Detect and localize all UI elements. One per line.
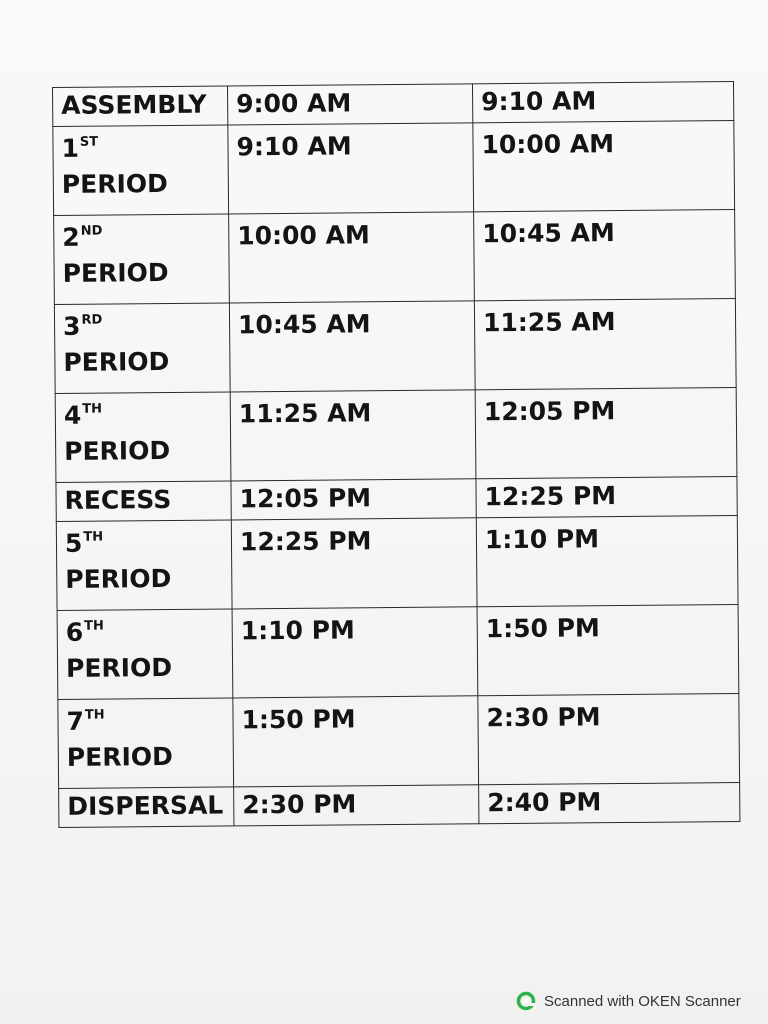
end-time: 9:10 AM	[472, 82, 733, 123]
end-time: 1:50 PM	[477, 605, 739, 696]
row-label	[54, 303, 230, 394]
period-ordinal	[64, 393, 222, 434]
end-time: 2:30 PM	[478, 694, 740, 785]
period-word: PERIOD	[64, 435, 171, 466]
ordinal-suffix: RD	[81, 312, 103, 328]
period-word: PERIOD	[61, 168, 168, 199]
row-label: DISPERSAL	[59, 787, 234, 828]
end-time: 1:10 PM	[476, 516, 738, 607]
scanner-watermark	[516, 990, 741, 1012]
start-time: 1:10 PM	[232, 607, 478, 698]
period-number: 2	[62, 222, 80, 252]
start-time: 1:50 PM	[233, 696, 479, 787]
period-number: 7	[66, 706, 85, 736]
ordinal-suffix: TH	[84, 618, 104, 634]
row-label	[56, 520, 232, 611]
start-time: 9:00 AM	[227, 84, 472, 125]
period-number: 5	[64, 528, 83, 558]
end-time: 11:25 AM	[474, 299, 736, 390]
table-row	[54, 299, 736, 394]
table-row	[56, 477, 737, 522]
row-label	[57, 609, 233, 700]
row-label	[53, 125, 229, 216]
start-time: 9:10 AM	[228, 123, 474, 214]
end-time: 10:45 AM	[474, 210, 736, 301]
period-ordinal	[61, 126, 219, 167]
ordinal-suffix: ST	[79, 134, 99, 150]
start-time: 11:25 AM	[230, 390, 476, 481]
row-label	[54, 214, 230, 305]
period-word: PERIOD	[62, 257, 169, 288]
table-row	[57, 605, 739, 700]
start-time: 12:05 PM	[231, 479, 476, 520]
table-row	[59, 783, 740, 828]
watermark-text: Scanned with OKEN Scanner	[544, 992, 741, 1010]
end-time: 10:00 AM	[473, 121, 735, 212]
start-time: 12:25 PM	[231, 518, 477, 609]
start-time: 10:45 AM	[229, 301, 475, 392]
start-time: 2:30 PM	[234, 785, 479, 826]
end-time: 2:40 PM	[479, 783, 740, 824]
row-label: ASSEMBLY	[53, 86, 228, 127]
period-ordinal	[65, 521, 223, 562]
period-number: 3	[62, 311, 81, 341]
period-ordinal	[62, 215, 220, 256]
row-label	[58, 698, 234, 789]
period-ordinal	[63, 304, 221, 345]
period-word: PERIOD	[66, 741, 173, 772]
table-row	[53, 82, 734, 127]
table-row	[55, 388, 737, 483]
table-row	[53, 121, 735, 216]
oken-scanner-logo-icon	[516, 991, 536, 1011]
period-word: PERIOD	[65, 563, 172, 594]
table-row	[54, 210, 736, 305]
start-time: 10:00 AM	[229, 212, 475, 303]
period-number: 6	[65, 617, 84, 647]
end-time: 12:05 PM	[475, 388, 737, 479]
period-word: PERIOD	[65, 652, 173, 683]
school-timetable	[52, 81, 740, 828]
period-word: PERIOD	[63, 346, 170, 377]
row-label: RECESS	[56, 481, 231, 522]
end-time: 12:25 PM	[476, 477, 737, 518]
ordinal-suffix: TH	[83, 529, 104, 545]
row-label	[55, 392, 231, 483]
ordinal-suffix: TH	[84, 707, 105, 723]
period-number: 1	[61, 133, 80, 163]
table-row	[58, 694, 740, 789]
ordinal-suffix: ND	[80, 223, 103, 239]
ordinal-suffix: TH	[82, 401, 103, 417]
period-ordinal	[66, 699, 224, 740]
period-ordinal	[66, 610, 224, 651]
table-row	[56, 516, 738, 611]
period-number: 4	[63, 400, 82, 430]
